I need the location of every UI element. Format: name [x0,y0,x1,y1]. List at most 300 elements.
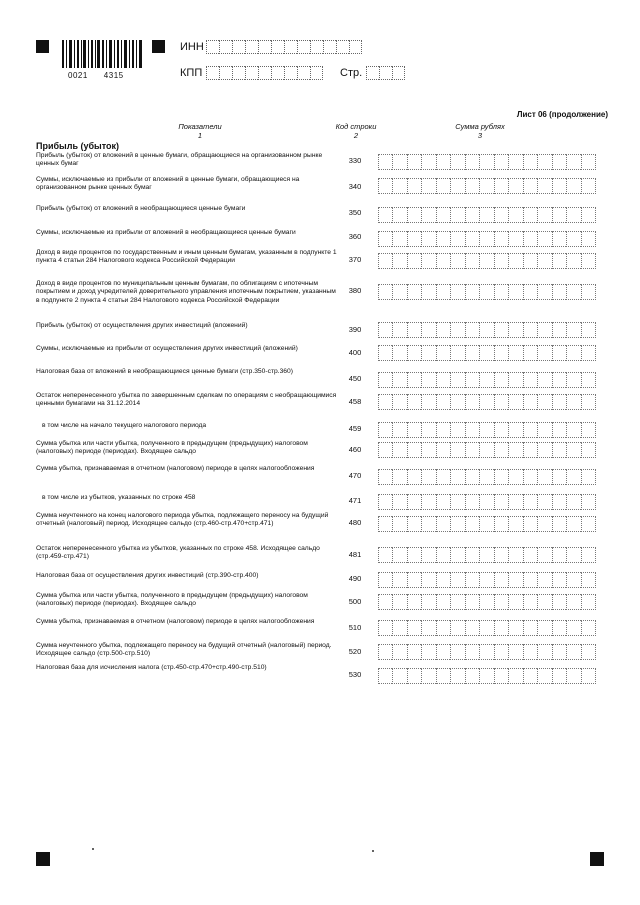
digit-cell[interactable] [494,594,508,610]
digit-cell[interactable] [537,644,551,660]
digit-cell[interactable] [378,442,392,458]
digit-cell[interactable] [407,494,421,510]
digit-cell[interactable] [537,372,551,388]
digit-cell[interactable] [479,284,493,300]
digit-cell[interactable] [508,620,522,636]
digit-cell[interactable] [479,620,493,636]
digit-cell[interactable] [552,207,566,223]
char-cell[interactable] [379,66,392,80]
char-cell[interactable] [206,66,219,80]
digit-cell[interactable] [508,322,522,338]
digit-cell[interactable] [581,231,596,247]
char-cell[interactable] [258,66,271,80]
digit-cell[interactable] [494,620,508,636]
sum-field-510[interactable] [378,620,596,636]
digit-cell[interactable] [392,207,406,223]
digit-cell[interactable] [508,572,522,588]
digit-cell[interactable] [566,178,580,194]
digit-cell[interactable] [436,494,450,510]
digit-cell[interactable] [421,620,435,636]
digit-cell[interactable] [421,394,435,410]
digit-cell[interactable] [552,253,566,269]
digit-cell[interactable] [436,178,450,194]
digit-cell[interactable] [392,547,406,563]
digit-cell[interactable] [436,422,450,438]
sum-field-370[interactable] [378,253,596,269]
digit-cell[interactable] [407,154,421,170]
digit-cell[interactable] [392,442,406,458]
digit-cell[interactable] [508,594,522,610]
digit-cell[interactable] [581,253,596,269]
digit-cell[interactable] [392,572,406,588]
char-cell[interactable] [297,66,310,80]
digit-cell[interactable] [494,644,508,660]
sum-field-340[interactable] [378,178,596,194]
digit-cell[interactable] [378,422,392,438]
digit-cell[interactable] [523,284,537,300]
char-cell[interactable] [310,66,323,80]
digit-cell[interactable] [552,284,566,300]
digit-cell[interactable] [494,442,508,458]
digit-cell[interactable] [537,469,551,485]
digit-cell[interactable] [421,644,435,660]
digit-cell[interactable] [523,442,537,458]
digit-cell[interactable] [552,154,566,170]
digit-cell[interactable] [450,207,464,223]
digit-cell[interactable] [465,154,479,170]
sum-field-330[interactable] [378,154,596,170]
digit-cell[interactable] [392,231,406,247]
digit-cell[interactable] [421,253,435,269]
char-cell[interactable] [323,40,336,54]
digit-cell[interactable] [581,154,596,170]
digit-cell[interactable] [378,668,392,684]
digit-cell[interactable] [378,516,392,532]
digit-cell[interactable] [378,231,392,247]
digit-cell[interactable] [378,284,392,300]
digit-cell[interactable] [552,345,566,361]
digit-cell[interactable] [552,372,566,388]
digit-cell[interactable] [566,494,580,510]
digit-cell[interactable] [436,231,450,247]
digit-cell[interactable] [465,620,479,636]
digit-cell[interactable] [479,372,493,388]
digit-cell[interactable] [494,469,508,485]
digit-cell[interactable] [436,442,450,458]
char-cell[interactable] [219,40,232,54]
digit-cell[interactable] [566,620,580,636]
digit-cell[interactable] [566,253,580,269]
digit-cell[interactable] [537,284,551,300]
digit-cell[interactable] [407,178,421,194]
digit-cell[interactable] [407,668,421,684]
digit-cell[interactable] [566,442,580,458]
digit-cell[interactable] [392,284,406,300]
digit-cell[interactable] [566,284,580,300]
char-cell[interactable] [392,66,405,80]
digit-cell[interactable] [552,422,566,438]
digit-cell[interactable] [465,494,479,510]
digit-cell[interactable] [421,442,435,458]
digit-cell[interactable] [581,494,596,510]
digit-cell[interactable] [378,572,392,588]
digit-cell[interactable] [479,322,493,338]
digit-cell[interactable] [407,547,421,563]
digit-cell[interactable] [436,594,450,610]
digit-cell[interactable] [581,394,596,410]
digit-cell[interactable] [494,284,508,300]
digit-cell[interactable] [378,178,392,194]
sum-field-390[interactable] [378,322,596,338]
digit-cell[interactable] [378,253,392,269]
digit-cell[interactable] [378,547,392,563]
digit-cell[interactable] [523,231,537,247]
digit-cell[interactable] [392,494,406,510]
digit-cell[interactable] [494,345,508,361]
digit-cell[interactable] [479,231,493,247]
digit-cell[interactable] [494,547,508,563]
digit-cell[interactable] [552,178,566,194]
sum-field-481[interactable] [378,547,596,563]
char-cell[interactable] [336,40,349,54]
digit-cell[interactable] [450,442,464,458]
digit-cell[interactable] [494,422,508,438]
digit-cell[interactable] [450,594,464,610]
digit-cell[interactable] [566,231,580,247]
digit-cell[interactable] [552,494,566,510]
digit-cell[interactable] [450,253,464,269]
digit-cell[interactable] [508,231,522,247]
digit-cell[interactable] [537,178,551,194]
digit-cell[interactable] [523,516,537,532]
digit-cell[interactable] [450,494,464,510]
digit-cell[interactable] [523,394,537,410]
digit-cell[interactable] [537,154,551,170]
digit-cell[interactable] [494,516,508,532]
digit-cell[interactable] [508,668,522,684]
digit-cell[interactable] [581,322,596,338]
digit-cell[interactable] [537,207,551,223]
digit-cell[interactable] [450,422,464,438]
digit-cell[interactable] [465,253,479,269]
sum-field-450[interactable] [378,372,596,388]
sum-field-360[interactable] [378,231,596,247]
char-cell[interactable] [245,40,258,54]
digit-cell[interactable] [378,322,392,338]
digit-cell[interactable] [421,372,435,388]
digit-cell[interactable] [407,372,421,388]
digit-cell[interactable] [479,253,493,269]
digit-cell[interactable] [494,207,508,223]
digit-cell[interactable] [479,178,493,194]
digit-cell[interactable] [378,394,392,410]
sum-field-520[interactable] [378,644,596,660]
digit-cell[interactable] [479,207,493,223]
digit-cell[interactable] [566,345,580,361]
digit-cell[interactable] [537,394,551,410]
sum-field-350[interactable] [378,207,596,223]
digit-cell[interactable] [566,516,580,532]
digit-cell[interactable] [392,668,406,684]
digit-cell[interactable] [421,494,435,510]
digit-cell[interactable] [581,207,596,223]
digit-cell[interactable] [421,547,435,563]
digit-cell[interactable] [407,594,421,610]
digit-cell[interactable] [552,668,566,684]
digit-cell[interactable] [465,572,479,588]
digit-cell[interactable] [537,547,551,563]
sum-field-460[interactable] [378,442,596,458]
digit-cell[interactable] [566,572,580,588]
digit-cell[interactable] [392,178,406,194]
digit-cell[interactable] [421,178,435,194]
digit-cell[interactable] [479,154,493,170]
digit-cell[interactable] [378,620,392,636]
digit-cell[interactable] [566,422,580,438]
digit-cell[interactable] [392,345,406,361]
digit-cell[interactable] [421,572,435,588]
char-cell[interactable] [366,66,379,80]
digit-cell[interactable] [436,372,450,388]
digit-cell[interactable] [407,644,421,660]
digit-cell[interactable] [581,594,596,610]
digit-cell[interactable] [465,594,479,610]
digit-cell[interactable] [581,442,596,458]
digit-cell[interactable] [465,547,479,563]
digit-cell[interactable] [392,372,406,388]
digit-cell[interactable] [436,620,450,636]
digit-cell[interactable] [479,547,493,563]
digit-cell[interactable] [407,572,421,588]
digit-cell[interactable] [436,345,450,361]
digit-cell[interactable] [523,345,537,361]
sum-field-471[interactable] [378,494,596,510]
digit-cell[interactable] [537,494,551,510]
digit-cell[interactable] [421,345,435,361]
digit-cell[interactable] [465,345,479,361]
digit-cell[interactable] [450,345,464,361]
digit-cell[interactable] [421,668,435,684]
digit-cell[interactable] [378,644,392,660]
digit-cell[interactable] [436,394,450,410]
digit-cell[interactable] [523,178,537,194]
digit-cell[interactable] [378,594,392,610]
digit-cell[interactable] [581,620,596,636]
digit-cell[interactable] [421,207,435,223]
digit-cell[interactable] [465,516,479,532]
digit-cell[interactable] [523,668,537,684]
digit-cell[interactable] [566,322,580,338]
digit-cell[interactable] [450,322,464,338]
char-cell[interactable] [206,40,219,54]
digit-cell[interactable] [552,572,566,588]
digit-cell[interactable] [494,372,508,388]
digit-cell[interactable] [581,516,596,532]
digit-cell[interactable] [421,322,435,338]
digit-cell[interactable] [407,394,421,410]
digit-cell[interactable] [494,231,508,247]
digit-cell[interactable] [436,572,450,588]
inn-field[interactable] [206,40,362,54]
digit-cell[interactable] [552,547,566,563]
digit-cell[interactable] [523,372,537,388]
digit-cell[interactable] [436,644,450,660]
sum-field-470[interactable] [378,469,596,485]
digit-cell[interactable] [450,154,464,170]
digit-cell[interactable] [392,620,406,636]
page-number-field[interactable] [366,66,405,80]
digit-cell[interactable] [494,154,508,170]
digit-cell[interactable] [523,594,537,610]
digit-cell[interactable] [421,284,435,300]
digit-cell[interactable] [581,372,596,388]
digit-cell[interactable] [523,494,537,510]
digit-cell[interactable] [421,516,435,532]
digit-cell[interactable] [421,154,435,170]
digit-cell[interactable] [450,620,464,636]
digit-cell[interactable] [407,322,421,338]
digit-cell[interactable] [552,394,566,410]
digit-cell[interactable] [421,594,435,610]
digit-cell[interactable] [450,178,464,194]
digit-cell[interactable] [392,394,406,410]
digit-cell[interactable] [392,594,406,610]
digit-cell[interactable] [552,594,566,610]
digit-cell[interactable] [465,284,479,300]
sum-field-458[interactable] [378,394,596,410]
digit-cell[interactable] [450,469,464,485]
digit-cell[interactable] [392,253,406,269]
digit-cell[interactable] [508,253,522,269]
digit-cell[interactable] [407,469,421,485]
digit-cell[interactable] [421,231,435,247]
digit-cell[interactable] [494,668,508,684]
digit-cell[interactable] [581,547,596,563]
digit-cell[interactable] [392,469,406,485]
digit-cell[interactable] [508,442,522,458]
digit-cell[interactable] [436,207,450,223]
digit-cell[interactable] [537,253,551,269]
digit-cell[interactable] [537,594,551,610]
digit-cell[interactable] [465,178,479,194]
char-cell[interactable] [349,40,362,54]
digit-cell[interactable] [508,394,522,410]
digit-cell[interactable] [465,442,479,458]
digit-cell[interactable] [392,154,406,170]
digit-cell[interactable] [436,668,450,684]
digit-cell[interactable] [436,469,450,485]
sum-field-530[interactable] [378,668,596,684]
digit-cell[interactable] [450,284,464,300]
digit-cell[interactable] [508,372,522,388]
digit-cell[interactable] [465,469,479,485]
digit-cell[interactable] [566,154,580,170]
digit-cell[interactable] [494,572,508,588]
digit-cell[interactable] [392,322,406,338]
digit-cell[interactable] [436,284,450,300]
digit-cell[interactable] [378,154,392,170]
digit-cell[interactable] [450,394,464,410]
digit-cell[interactable] [581,284,596,300]
digit-cell[interactable] [465,394,479,410]
digit-cell[interactable] [407,345,421,361]
digit-cell[interactable] [436,322,450,338]
digit-cell[interactable] [479,442,493,458]
digit-cell[interactable] [465,322,479,338]
digit-cell[interactable] [479,644,493,660]
char-cell[interactable] [232,66,245,80]
digit-cell[interactable] [479,469,493,485]
sum-field-480[interactable] [378,516,596,532]
char-cell[interactable] [284,66,297,80]
digit-cell[interactable] [552,620,566,636]
digit-cell[interactable] [465,231,479,247]
digit-cell[interactable] [581,572,596,588]
digit-cell[interactable] [479,516,493,532]
digit-cell[interactable] [523,207,537,223]
digit-cell[interactable] [581,422,596,438]
digit-cell[interactable] [523,469,537,485]
digit-cell[interactable] [407,516,421,532]
digit-cell[interactable] [566,668,580,684]
sum-field-490[interactable] [378,572,596,588]
digit-cell[interactable] [494,253,508,269]
digit-cell[interactable] [392,422,406,438]
char-cell[interactable] [258,40,271,54]
digit-cell[interactable] [450,572,464,588]
digit-cell[interactable] [450,231,464,247]
digit-cell[interactable] [508,207,522,223]
digit-cell[interactable] [421,469,435,485]
digit-cell[interactable] [508,154,522,170]
digit-cell[interactable] [537,572,551,588]
digit-cell[interactable] [465,668,479,684]
sum-field-459[interactable] [378,422,596,438]
char-cell[interactable] [297,40,310,54]
digit-cell[interactable] [508,345,522,361]
digit-cell[interactable] [436,253,450,269]
digit-cell[interactable] [479,668,493,684]
digit-cell[interactable] [508,469,522,485]
digit-cell[interactable] [537,516,551,532]
char-cell[interactable] [245,66,258,80]
digit-cell[interactable] [407,284,421,300]
digit-cell[interactable] [537,442,551,458]
digit-cell[interactable] [494,394,508,410]
digit-cell[interactable] [552,516,566,532]
digit-cell[interactable] [552,231,566,247]
digit-cell[interactable] [494,178,508,194]
digit-cell[interactable] [523,644,537,660]
digit-cell[interactable] [537,620,551,636]
digit-cell[interactable] [421,422,435,438]
digit-cell[interactable] [581,668,596,684]
digit-cell[interactable] [450,547,464,563]
char-cell[interactable] [232,40,245,54]
digit-cell[interactable] [552,442,566,458]
digit-cell[interactable] [479,394,493,410]
digit-cell[interactable] [508,516,522,532]
digit-cell[interactable] [523,322,537,338]
digit-cell[interactable] [523,572,537,588]
digit-cell[interactable] [566,547,580,563]
digit-cell[interactable] [523,154,537,170]
digit-cell[interactable] [479,494,493,510]
digit-cell[interactable] [552,469,566,485]
digit-cell[interactable] [581,345,596,361]
digit-cell[interactable] [465,372,479,388]
digit-cell[interactable] [479,572,493,588]
